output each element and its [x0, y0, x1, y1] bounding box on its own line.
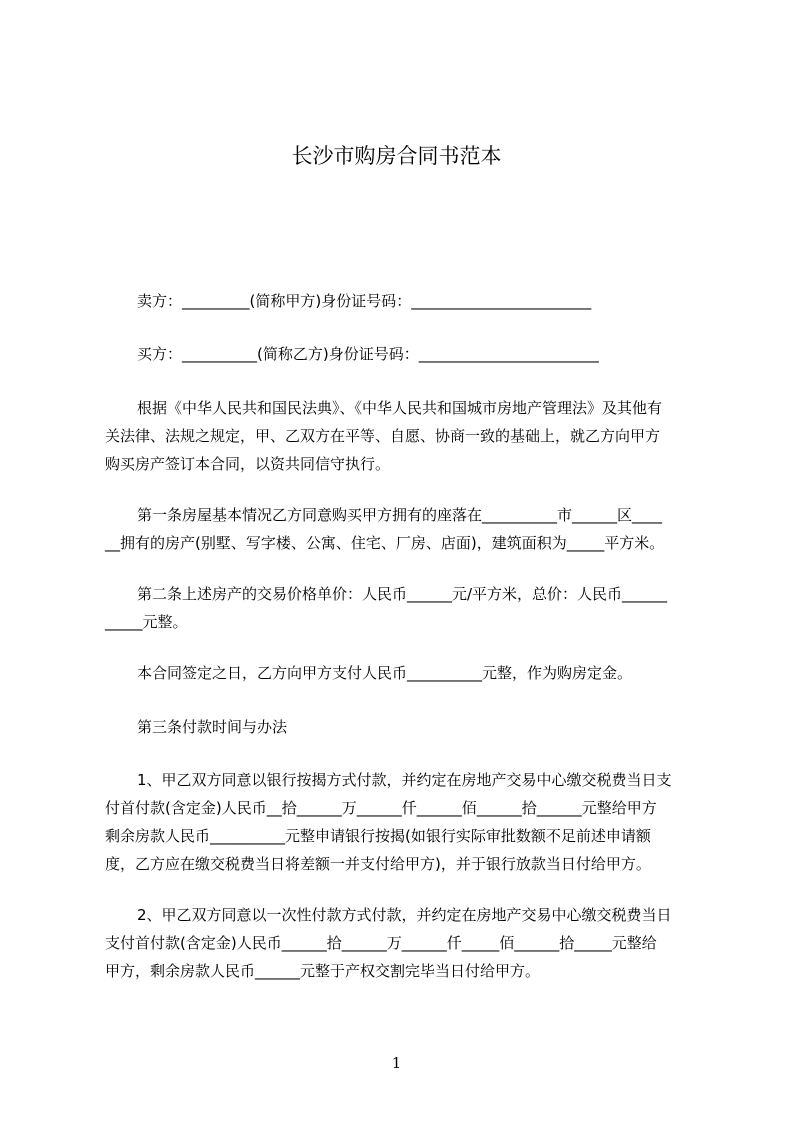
preamble-line: 购买房产签订本合同，以资共同信守执行。: [105, 455, 391, 473]
article-1-line: 第一条房屋基本情况乙方同意购买甲方拥有的座落在__________市______区____: [137, 506, 663, 524]
preamble-line: 根据《中华人民共和国民法典》、《中华人民共和国城市房地产管理法》及其他有: [137, 399, 663, 417]
page-number: 1: [391, 1054, 402, 1072]
payment-option-2-line: 2、甲乙双方同意以一次性付款方式付款，并约定在房地产交易中心缴交税费当日: [137, 906, 672, 924]
payment-option-1-line: 剩余房款人民币__________元整申请银行按揭(如银行实际审批数额不足前述申请额: [105, 827, 651, 845]
payment-option-1-line: 付首付款(含定金)人民币__拾______万______仟______佰______拾______元整给甲方: [105, 799, 657, 817]
payment-option-1-line: 度，乙方应在缴交税费当日将差额一并支付给甲方)，并于银行放款当日付给甲方。: [105, 855, 651, 873]
preamble-line: 关法律、法规之规定，甲、乙双方在平等、自愿、协商一致的基础上，就乙方向甲方: [105, 427, 661, 445]
payment-option-2-line: 支付首付款(含定金)人民币______拾______万______仟_____佰______拾_____元整给: [105, 934, 657, 952]
article-1-line: __拥有的房产(别墅、写字楼、公寓、住宅、厂房、店面)，建筑面积为_____平方米。: [105, 534, 665, 552]
payment-option-1-line: 1、甲乙双方同意以银行按揭方式付款，并约定在房地产交易中心缴交税费当日支: [137, 771, 672, 789]
deposit-line: 本合同签定之日，乙方向甲方支付人民币__________元整，作为购房定金。: [137, 664, 633, 682]
buyer-line: 买方：__________(简称乙方)身份证号码：________________________: [137, 345, 599, 363]
article-3-heading: 第三条付款时间与办法: [137, 718, 288, 736]
article-2-line: 第二条上述房产的交易价格单价：人民币______元/平方米，总价：人民币______: [137, 585, 668, 603]
document-title: 长沙市购房合同书范本: [291, 144, 502, 168]
seller-line: 卖方：_________(简称甲方)身份证号码：________________________: [137, 292, 592, 310]
payment-option-2-line: 甲方，剩余房款人民币______元整于产权交割完毕当日付给甲方。: [105, 962, 541, 980]
article-2-line: _____元整。: [105, 613, 188, 631]
